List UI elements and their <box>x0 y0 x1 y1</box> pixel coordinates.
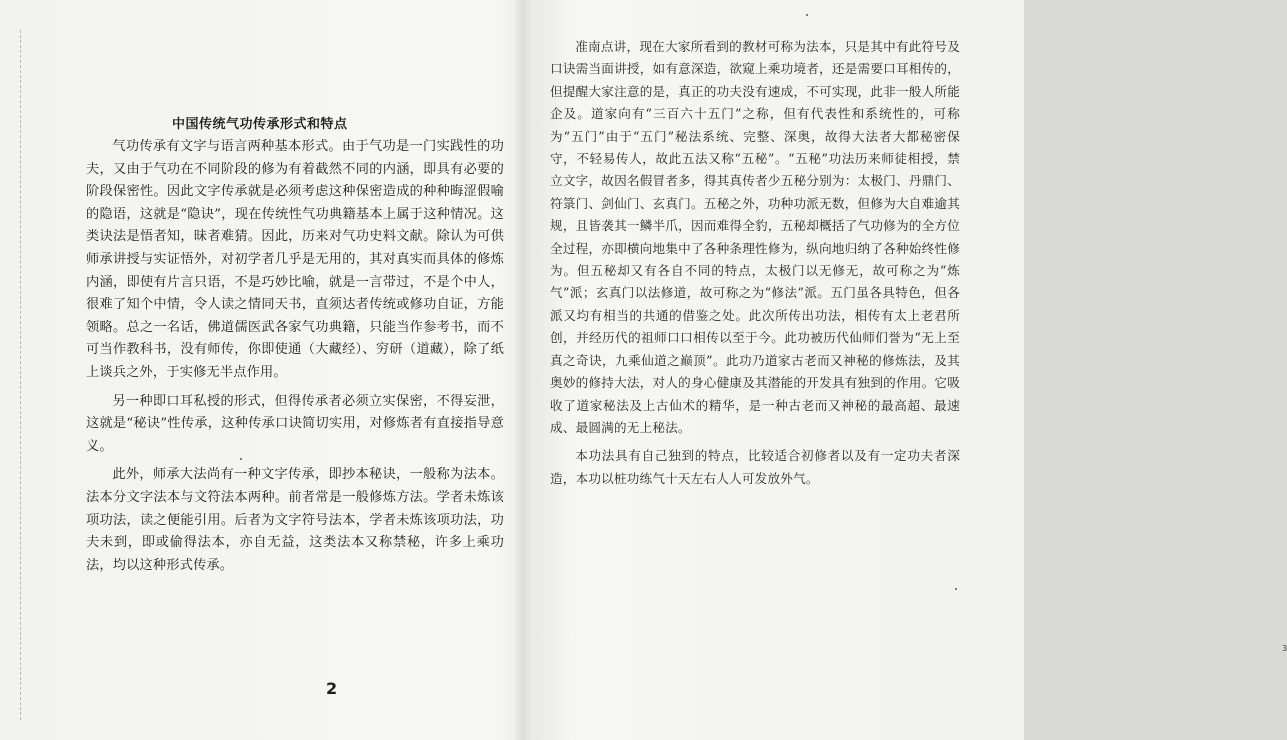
paragraph: 另一种即口耳私授的形式，但得传承者必须立实保密，不得妄泄，这就是“秘诀”性传承，这种传承口诀简切实用，对修炼者有直接指导意义。 <box>86 393 504 454</box>
scan-speck <box>240 458 242 460</box>
paragraph: 准南点讲，现在大家所看到的教材可称为法本，只是其中有此符号及口诀需当面讲授，如有意深造，欲窥上乘功境者，还是需要口耳相传的，但提醒大家注意的是，真正的功夫没有速成，不可实现，此非一般人所能企及。道家向有“三百六十五门”之称，但有代表性和系统性的，可称为“五门”由于“五门”秘法系统、完整、深奥，故得大法者大都秘密保守，不轻易传人，故此五法又称“五秘”。“五秘”功法历来师徒相授，禁立文字，故因名假冒者多，得其真传者少五秘分别为：太极门、丹鼎门、符箓门、剑仙门、玄真门。五秘之外，功种功派无数，但修为大自难逾其规，且皆袭其一鳞半爪，因而难得全豹，五秘却概括了气功修为的全方位全过程，亦即横向地集中了各种条理性修为，纵向地归纳了各种始终性修为。但五秘却又有各自不同的特点，太极门以无修无，故可称之为“炼气”派；玄真门以法修道，故可称之为“修法”派。五门虽各具特色，但各派又均有相当的共通的借鉴之处。此次所传出功法，相传有太上老君所创，并经历代的祖师口口相传以至于今。此功被历代仙师们誉为“无上至真之奇诀，九乘仙道之巅顶”。此功乃道家古老而又神秘的修炼法，及其奥妙的修持大法，对人的身心健康及其潜能的开发具有独到的作用。它吸收了道家秘法及上古仙术的精华，是一种古老而又神秘的最高超、最速成、最圆满的无上秘法。 <box>550 39 960 435</box>
paragraph: 此外，师承大法尚有一种文字传承，即抄本秘诀，一般称为法本。法本分文字法本与文符法本两种。前者常是一般修炼方法。学者未炼该项功法，读之便能引用。后者为文字符号法本，学者未炼该项功法，功夫未到，即或偷得法本，亦自无益，这类法本又称禁秘，许多上乘功法，均以这种形式传承。 <box>86 467 504 573</box>
paragraph: 气功传承有文字与语言两种基本形式。由于气功是一门实践性的功夫，又由于气功在不同阶段的修为有着截然不同的内涵，即具有必要的阶段保密性。因此文字传承就是必须考虑这种保密造成的种种晦涩假喻的隐语，这就是“隐诀”，现在传统性气功典籍基本上属于这种情况。这类诀法是悟者知，昧者难猜。因此，历来对气功史料文献。除认为可供师承讲授与实证悟外，对初学者几乎是无用的，其对真实而具体的修炼内涵，即使有片言只语，不是巧妙比喻，就是一言带过，不是个中人，很难了知个中情，令人读之情同天书，直须达者传统或修功自证，方能领略。总之一名话，佛道儒医武各家气功典籍，只能当作参考书，而不可当作教科书，没有师传，你即使通（大藏经）、穷研（道藏），除了纸上谈兵之外，于实修无半点作用。 <box>86 139 504 380</box>
scan-speck <box>955 588 957 590</box>
left-page-body <box>86 136 504 577</box>
page-number-left: 2 <box>326 679 338 698</box>
page-title: 中国传统气功传承形式和特点 <box>172 117 348 132</box>
right-page <box>520 0 1287 740</box>
scan-margin-line <box>20 30 21 720</box>
page-number-right: 3 <box>1282 644 1287 653</box>
scan-speck <box>806 14 808 16</box>
left-page <box>0 0 520 740</box>
paragraph: 本功法具有自己独到的特点，比较适合初修者以及有一定功夫者深造，本功以桩功练气十天左右人人可发放外气。 <box>550 448 960 486</box>
right-page-body <box>550 36 960 490</box>
